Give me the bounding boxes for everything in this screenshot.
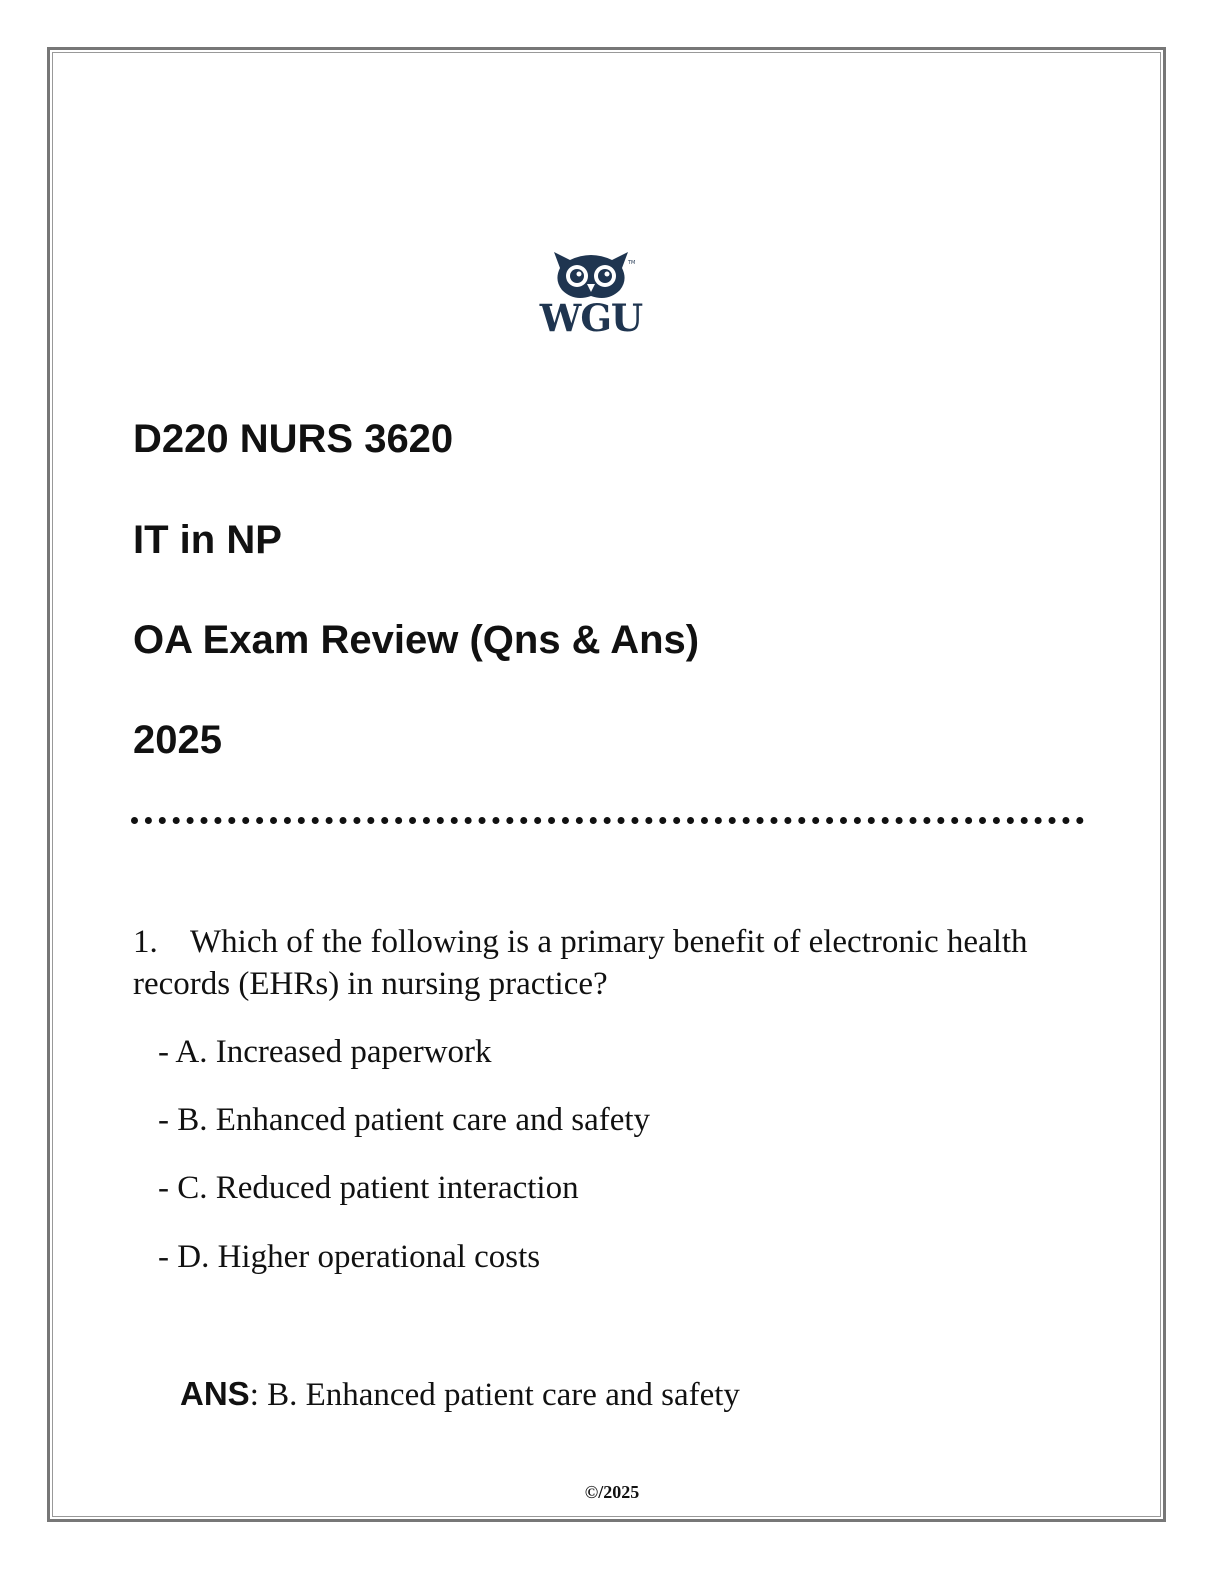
answer-label: ANS <box>180 1375 250 1412</box>
question-number: 1. <box>133 924 158 960</box>
option-b: - B. Enhanced patient care and safety <box>158 1102 651 1138</box>
owl-icon <box>536 246 646 302</box>
answer-text: B. Enhanced patient care and safety <box>258 1377 740 1413</box>
course-code-title: D220 NURS 3620 <box>133 417 454 461</box>
logo-text: WGU <box>539 296 643 340</box>
option-d: - D. Higher operational costs <box>158 1239 541 1275</box>
wgu-logo <box>536 246 646 342</box>
dotted-divider <box>131 817 1084 824</box>
year-title: 2025 <box>133 718 222 762</box>
answer-separator: : <box>249 1377 259 1413</box>
copyright-footer: ©/2025 <box>584 1482 640 1502</box>
exam-review-title: OA Exam Review (Qns & Ans) <box>133 618 700 662</box>
svg-text:TM: TM <box>628 260 636 266</box>
answer-line <box>180 1374 740 1415</box>
question-1 <box>133 921 1033 1005</box>
question-text: Which of the following is a primary benefit of electronic health records (EHRs) in nursing practice? <box>133 924 1028 1002</box>
option-a: - A. Increased paperwork <box>158 1034 492 1070</box>
option-c: - C. Reduced patient interaction <box>158 1170 579 1206</box>
course-name-title: IT in NP <box>133 518 282 562</box>
